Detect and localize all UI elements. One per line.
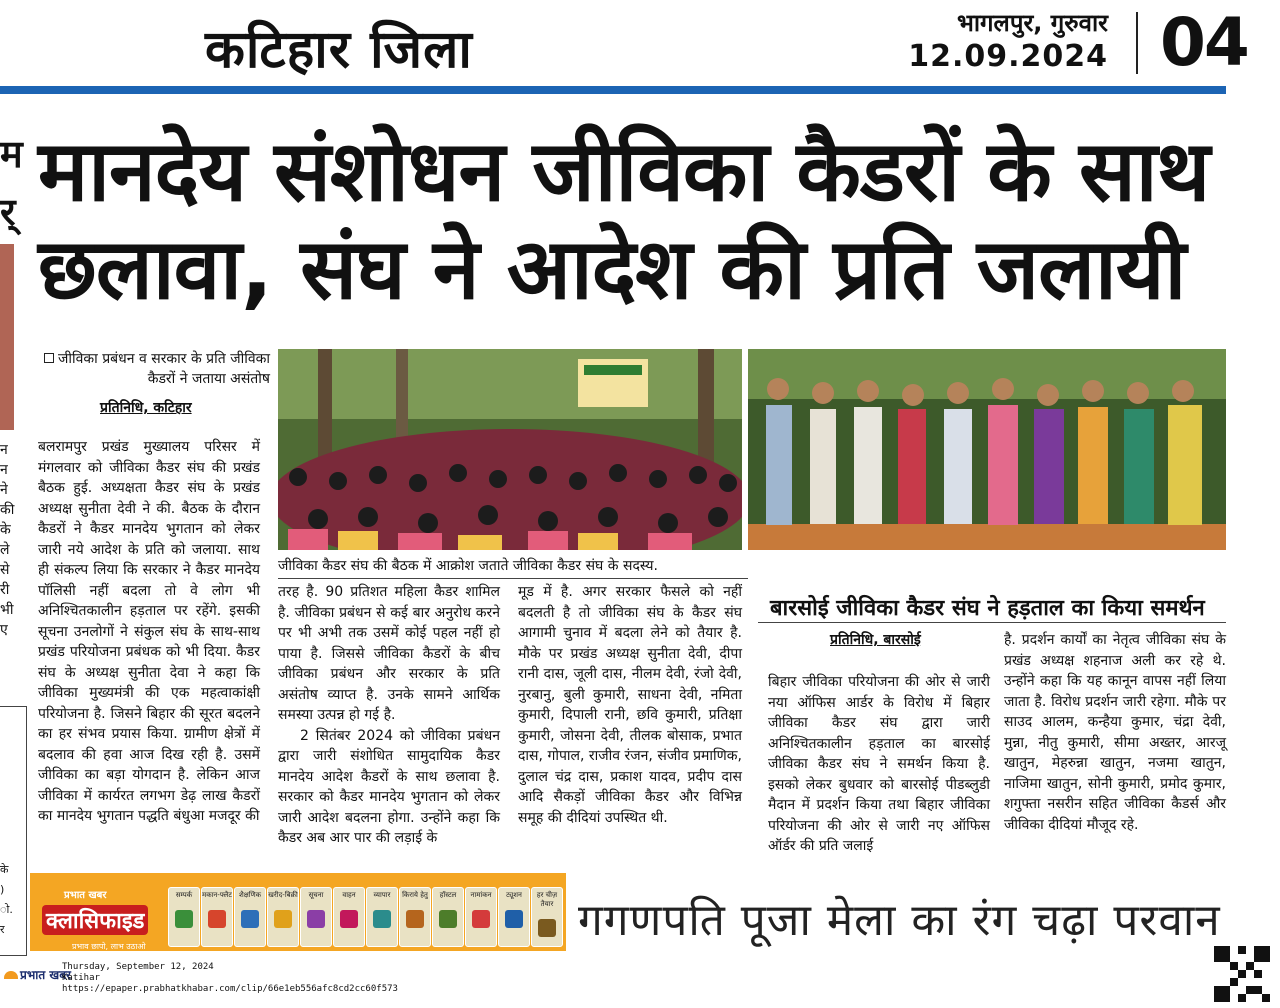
side-article-column-1: बिहार जीविका परियोजना की ओर से जारी नया ऑफिस आर्डर के विरोध में बिहार जीविका कैडर संघ द्वारा जारी अनिश्चितकालीन हड़ताल का बारसोई जीविका कैडर संघ ने समर्थन किया है. इसको लेकर बुधवार को बारसोई पीडब्लुडी मैदान में प्रदर्शन किया तथा बिहार जीविका परियोजना की ओर से जारी नए ऑफिस ऑर्डर की प्रति जलाई bbox=[768, 674, 990, 854]
ad-category-icon bbox=[208, 910, 226, 928]
ad-category-icon bbox=[439, 910, 457, 928]
ad-category-label: मकान-फ्लैट bbox=[202, 891, 232, 899]
ad-category-label: हर चीज़ तैयार bbox=[536, 891, 558, 908]
ad-category-tile bbox=[267, 887, 299, 947]
ad-category-tile bbox=[366, 887, 398, 947]
ad-category-label: किराये हेतु bbox=[402, 891, 428, 899]
side-article-column-2: है. प्रदर्शन कार्यों का नेतृत्व जीविका संघ के प्रखंड अध्यक्ष शहनाज अली कर रहे थे. उन्होंने कहा कि यह कानून वापस नहीं लिया जाता है. विरोध प्रदर्शन जारी रहेगा. मौके पर साउद आलम, कन्हैया कुमार, चंद्रा देवी, मुन्ना, नीतु कुमारी, सीमा अख्तर, आरजू खातुन, मेहरुन्ना खातुन, नजमा खातुन, नाजिमा खातुन, सोनी कुमारी, प्रमोद कुमार, शगुफ्ता नसरीन सहित जीविका कैडर्स और जीविका दीदियां मौजूद रहे. bbox=[1004, 632, 1226, 833]
clipped-photo bbox=[0, 244, 14, 430]
clip-edition: Katihar bbox=[62, 973, 100, 983]
classified-logo bbox=[36, 883, 166, 951]
photo-caption: जीविका कैडर संघ की बैठक में आक्रोश जताते जीविका कैडर संघ के सदस्य. bbox=[278, 558, 658, 574]
caption-rule bbox=[278, 578, 748, 579]
ad-category-label: नामांकन bbox=[470, 891, 492, 899]
ad-brand: प्रभात खबर bbox=[64, 890, 107, 901]
ad-category-tile bbox=[168, 887, 200, 947]
ad-category-icon bbox=[241, 910, 259, 928]
ad-category-tile bbox=[432, 887, 464, 947]
ad-category-icon bbox=[340, 910, 358, 928]
article-column-2 bbox=[278, 582, 500, 849]
ad-category-label: शैक्षणिक bbox=[238, 891, 262, 899]
ad-category-icon bbox=[307, 910, 325, 928]
ad-category-tile bbox=[300, 887, 332, 947]
masthead-divider bbox=[1136, 12, 1138, 74]
ad-category-icon bbox=[274, 910, 292, 928]
clip-meta bbox=[62, 962, 398, 995]
clip-date: Thursday, September 12, 2024 bbox=[62, 962, 214, 972]
ad-category-icon bbox=[472, 910, 490, 928]
ad-category-label: वाहन bbox=[342, 891, 356, 899]
article-byline: प्रतिनिधि, कटिहार bbox=[100, 400, 192, 416]
article-column-3: मूड में है. अगर सरकार फैसले को नहीं बदलती है तो जीविका संघ के कैडर संघ आगामी चुनाव में बदला लेने को तैयार है. मौके पर प्रखंड अध्यक्ष सुनीता देवी, दीपा रानी दास, जूली दास, नीलम देवी, रंजो देवी, नुरबानु, बुली कुमारी, साधना देवी, नमिता कुमारी, दिपाली रानी, छवि कुमारी, प्रतिक्षा कुमारी, जोसना देवी, तीलक बोसाक, प्रभात दास, गोपाल, राजीव रंजन, संजीव प्रमाणिक, दुलाल चंद्र दास, प्रकाश यादव, प्रदीप दास आदि सैकड़ों जीविका कैडर और विभिन्न समूह की दीदियां उपस्थित थी. bbox=[518, 584, 742, 826]
side-article-byline: प्रतिनिधि, बारसोई bbox=[830, 632, 921, 648]
ad-category-tile bbox=[201, 887, 233, 947]
column-2-paragraph-2: 2 सितंबर 2024 को जीविका प्रबंधन द्वारा जारी संशोधित सामुदायिक कैडर मानदेय आदेश कैडरों के साथ छलावा है. सरकार को कैडर मानदेय भुगतान को लेकर जारी आदेश बदलना होगा. उन्होंने कहा कि कैडर अब आर पार की लड़ाई के bbox=[278, 727, 500, 846]
square-bullet-icon bbox=[44, 353, 54, 363]
article-blurb bbox=[40, 349, 270, 389]
clipped-box-text: के ) ो. र bbox=[0, 863, 13, 936]
meeting-photo-graphic bbox=[278, 349, 742, 550]
clip-url[interactable]: https://epaper.prabhatkhabar.com/clip/66e1eb556afc8cd2cc60f573 bbox=[62, 984, 398, 994]
ad-category-label: सम्पर्क bbox=[175, 891, 193, 899]
qr-code-icon[interactable] bbox=[1214, 946, 1270, 1002]
side-article-headline: बारसोई जीविका कैडर संघ ने हड़ताल का किया समर्थन bbox=[770, 596, 1205, 621]
ad-category-tile bbox=[399, 887, 431, 947]
protest-photo-graphic bbox=[748, 349, 1226, 550]
ad-category-label: खरीद-बिक्री bbox=[268, 891, 298, 899]
side-article-rule bbox=[758, 622, 1226, 623]
ad-category-icon bbox=[406, 910, 424, 928]
ad-category-icon bbox=[175, 910, 193, 928]
qr-code-graphic bbox=[1214, 946, 1270, 1002]
masthead-rule bbox=[0, 86, 1226, 94]
blurb-text: जीविका प्रबंधन व सरकार के प्रति जीविका कैडरों ने जताया असंतोष bbox=[57, 351, 270, 387]
classified-ad-banner bbox=[30, 873, 566, 951]
ad-category-tile bbox=[465, 887, 497, 947]
ad-category-label: हॉस्टल bbox=[439, 891, 457, 899]
section-title: कटिहार जिला bbox=[205, 20, 473, 80]
footer-logo bbox=[4, 966, 71, 983]
footer-logo-text: प्रभात खबर bbox=[20, 968, 71, 982]
page-number: 04 bbox=[1160, 4, 1248, 81]
ad-title: क्लासिफाइड bbox=[42, 905, 148, 935]
city-day: भागलपुर, गुरुवार bbox=[956, 9, 1108, 37]
dateline bbox=[908, 6, 1108, 74]
clipped-headline-fragment: म र् bbox=[0, 132, 23, 234]
protest-photo bbox=[748, 349, 1226, 550]
teaser-headline: गगणपति पूजा मेला का रंग चढ़ा परवान bbox=[578, 895, 1221, 946]
ad-category-icon bbox=[538, 919, 556, 937]
ad-category-label: व्यापार bbox=[373, 891, 391, 899]
ad-category-icon bbox=[505, 910, 523, 928]
ad-tagline: प्रभाव छापो, लाभ उठाओ bbox=[72, 942, 146, 951]
sun-logo-icon bbox=[4, 971, 18, 979]
column-2-paragraph-1: तरह है. 90 प्रतिशत महिला कैडर शामिल है. जीविका प्रबंधन से कई बार अनुरोध करने पर भी अभी तक उसमें कोई पहल नहीं हो पाया है. जिससे जीविका कैडरों के बीच जीविका प्रबंधन और सरकार के प्रति असंतोष व्याप्त है. उनके सामने आर्थिक समस्या उत्पन्न हो गई है. bbox=[278, 584, 500, 723]
ad-category-tile bbox=[234, 887, 266, 947]
ad-category-label: सूचना bbox=[308, 891, 324, 899]
article-column-1: बलरामपुर प्रखंड मुख्यालय परिसर में मंगलवार को जीविका कैडर संघ की प्रखंड बैठक हुई. अध्यक्षता कैडर संघ के प्रखंड अध्यक्ष सुनीता देवी ने की. बैठक के दौरान कैडरों ने कैडर मानदेय भुगतान को लेकर जारी नये आदेश के प्रति को जलाया. साथ ही संकल्प लिया कि सरकार ने कैडर मानदेय पॉलिसी नहीं बदला तो वे लोग भी अनिश्चितकालीन हड़ताल पर रहेंगे. इसकी सूचना उनलोगों ने संकुल संघ के साथ-साथ प्रखंड परियोजना प्रबंधक को भी दिया. कैडर संघ के अध्यक्ष सुनीता देवा ने कहा कि जीविका मुख्यमंत्री की एक महत्वाकांक्षी परियोजना है. जिसने बिहार की सूरत बदलने का हर संभव प्रयास किया. ग्रामीण क्षेत्रों में बदलाव की हवा आज दिख रही है. उसमें जीविका का बड़ा योगदान है. लेकिन आज जीविका में कार्यरत लगभग डेढ़ लाख कैडरों का मानदेय भुगतान पद्धति बंधुआ मजदूर की bbox=[38, 439, 260, 824]
issue-date: 12.09.2024 bbox=[908, 39, 1108, 74]
meeting-photo bbox=[278, 349, 742, 550]
ad-category-tile bbox=[531, 887, 563, 947]
ad-category-label: ट्यूशन bbox=[506, 891, 522, 899]
ad-category-icon bbox=[373, 910, 391, 928]
ad-category-tile bbox=[498, 887, 530, 947]
main-headline: मानदेय संशोधन जीविका कैडरों के साथ छलावा, संघ ने आदेश की प्रति जलायी bbox=[38, 122, 1210, 318]
ad-category-tile bbox=[333, 887, 365, 947]
clipped-text-fragment: न न ने की के ले से री भी ए bbox=[0, 442, 15, 638]
